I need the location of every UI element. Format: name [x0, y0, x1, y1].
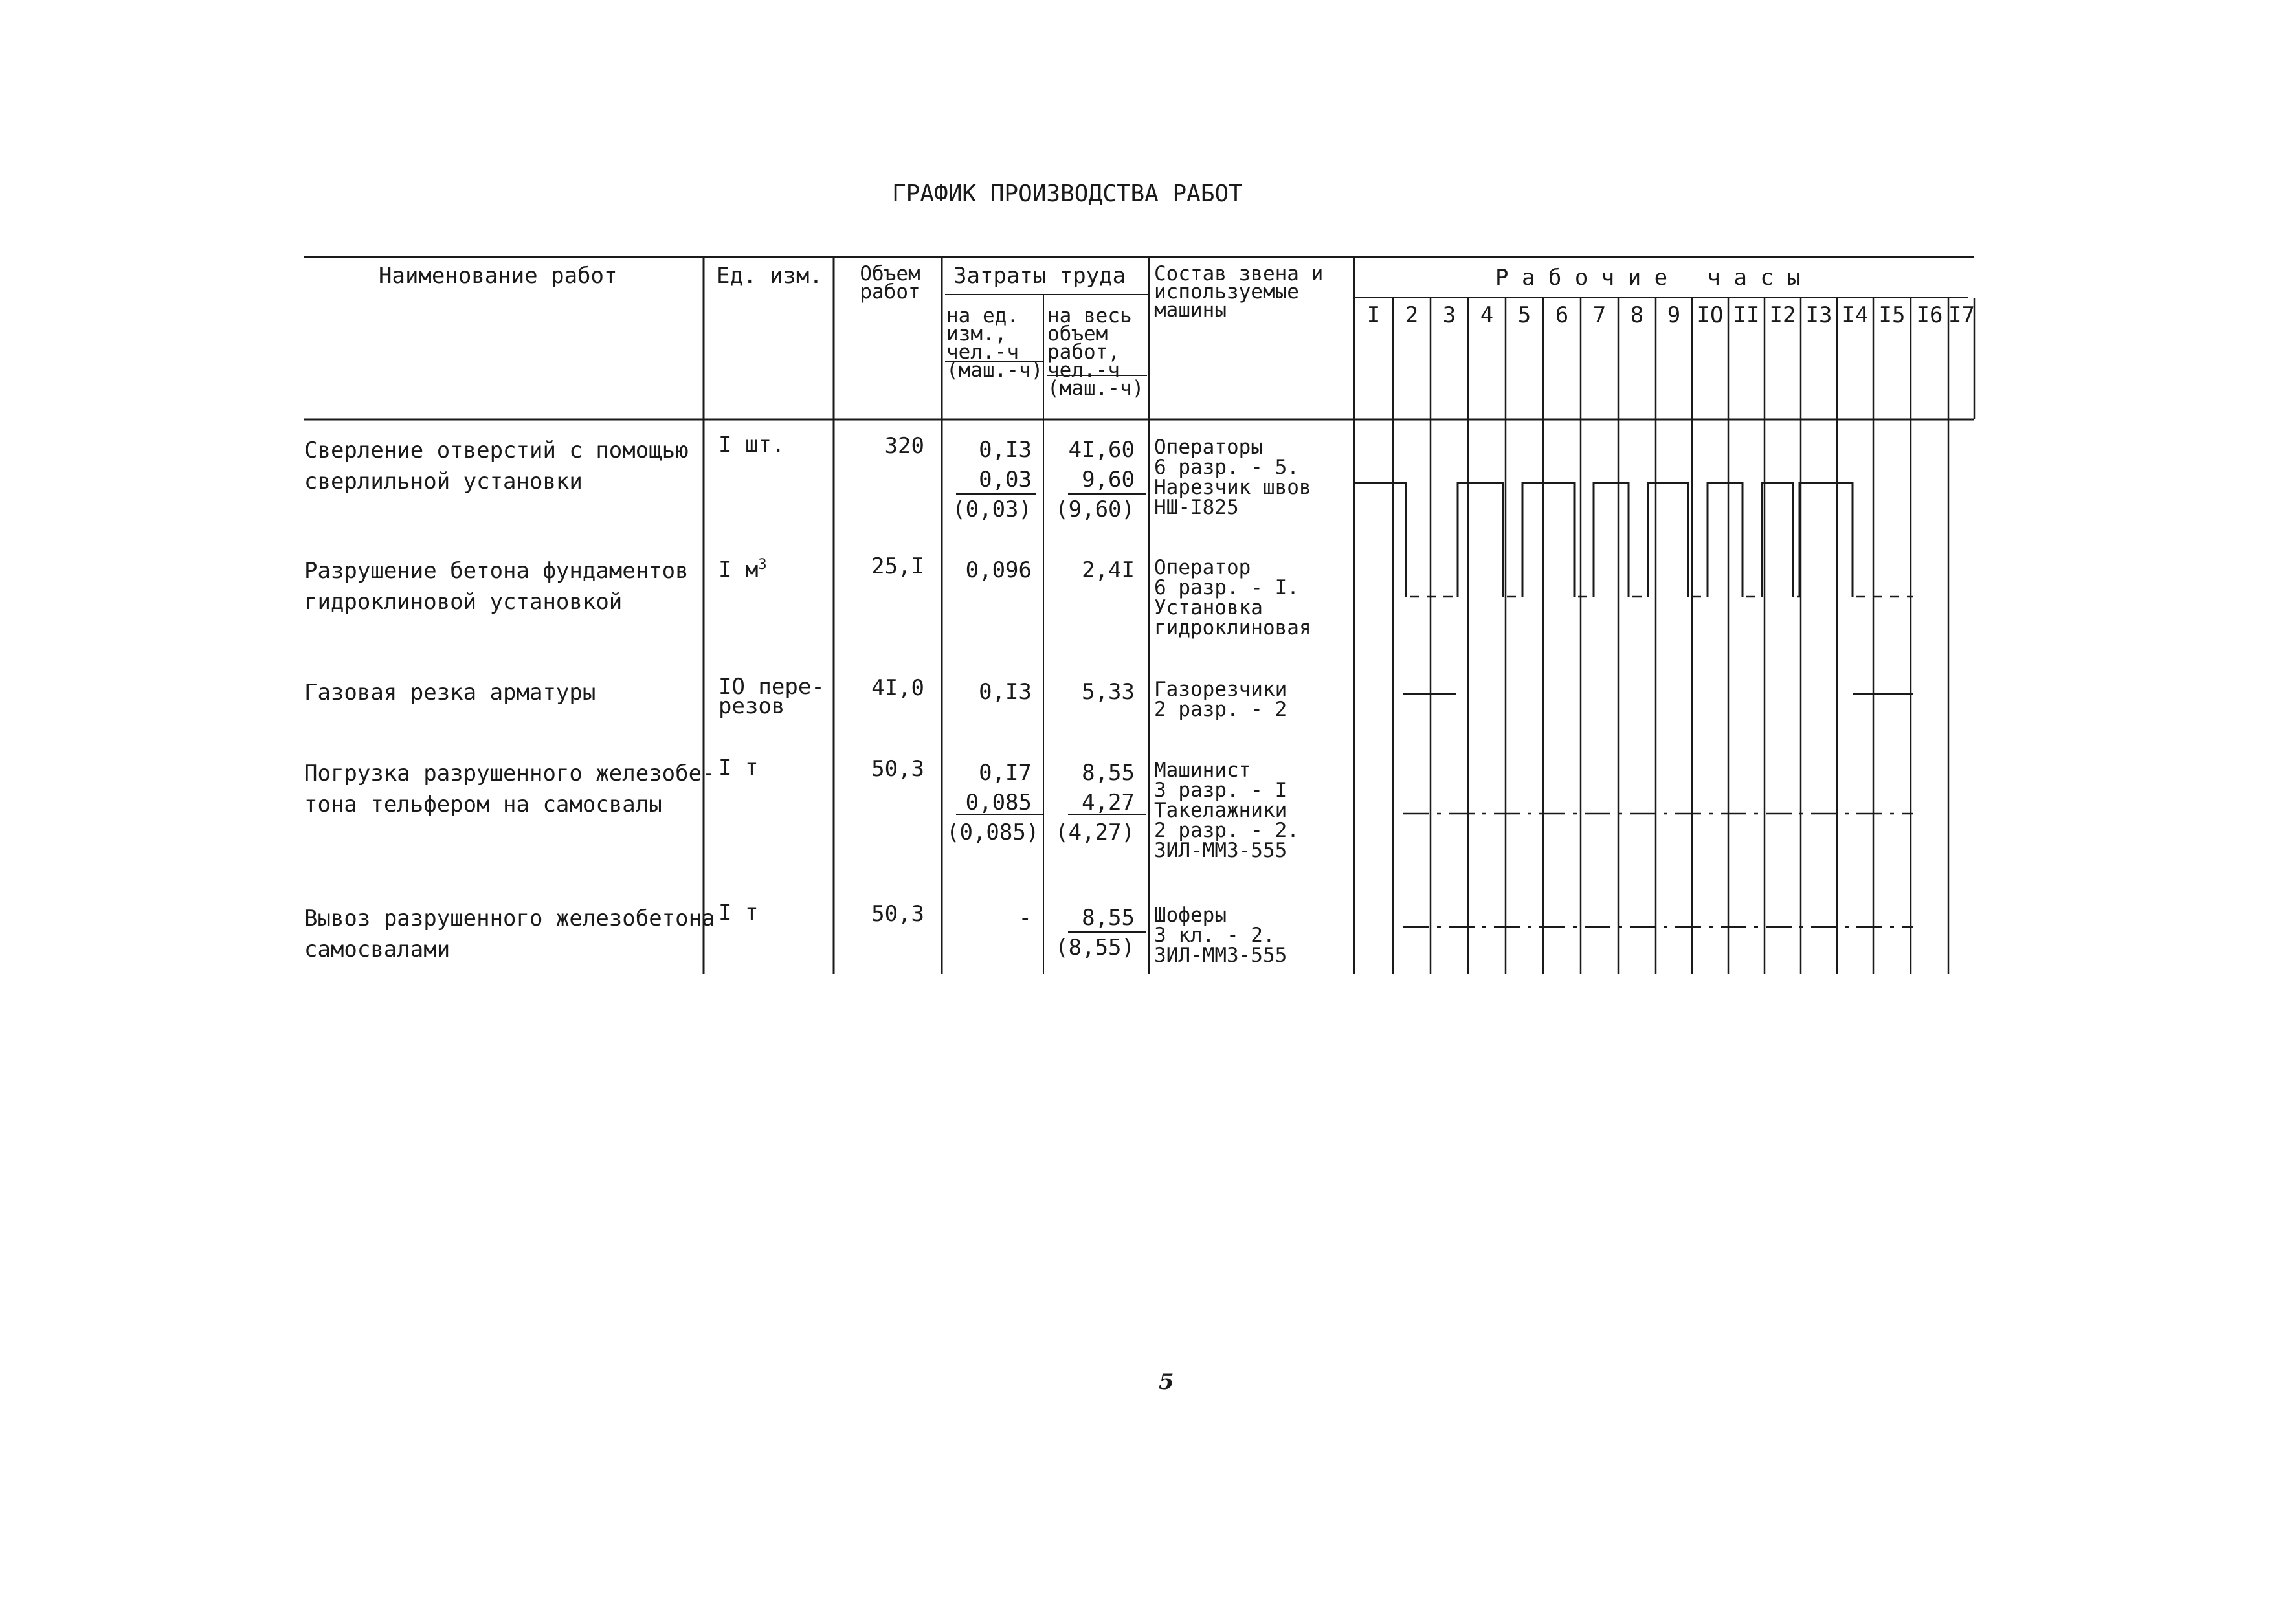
unit: I $м^3$	[718, 557, 767, 583]
header-name: Наименование работ	[379, 263, 618, 289]
hour-number: IO	[1697, 302, 1724, 328]
per-unit-value: 0,I3	[979, 679, 1032, 705]
hour-number: 4	[1480, 302, 1494, 328]
crew: Шоферы 3 кл. - 2. ЗИЛ-ММЗ-555	[1154, 904, 1287, 967]
work-name: Погрузка разрушенного железобе- тона тельфером на самосвалы	[304, 761, 715, 818]
hour-number: 5	[1517, 302, 1531, 328]
total-value: 5,33	[1082, 679, 1135, 705]
header-labor: Затраты труда	[953, 263, 1126, 289]
hour-number: 9	[1667, 302, 1681, 328]
hour-number: I7	[1948, 302, 1975, 328]
volume: 320	[884, 433, 924, 459]
hour-number: 7	[1592, 302, 1607, 328]
hour-number: 3	[1442, 302, 1456, 328]
hour-number: I2	[1769, 302, 1796, 328]
hour-number: I	[1366, 302, 1381, 328]
hour-number: 6	[1555, 302, 1569, 328]
unit: IO пере- резов	[718, 674, 825, 719]
work-name: Газовая резка арматуры	[304, 680, 596, 706]
total-value: 8,55 (8,55)	[1055, 905, 1135, 961]
header-total: на весь объем работ, чел.-ч (маш.-ч)	[1047, 304, 1144, 400]
per-unit-value: 0,I7 0,085 (0,085)	[946, 760, 1040, 845]
crew: Газорезчики 2 разр. - 2	[1154, 678, 1287, 721]
hour-number: I6	[1916, 302, 1943, 328]
work-name: Сверление отверстий с помощью сверлильной установки	[304, 438, 689, 495]
volume: 4I,0	[871, 675, 924, 701]
hour-number: 2	[1405, 302, 1419, 328]
total-value: 4I,60 9,60 (9,60)	[1055, 437, 1135, 522]
unit: I шт.	[718, 432, 785, 458]
total-value: 2,4I	[1082, 557, 1135, 583]
crew: Операторы 6 разр. - 5. Нарезчик швов НШ-I825	[1154, 436, 1311, 519]
header-hours: Р а б о ч и е ч а с ы	[1495, 265, 1800, 291]
per-unit-value: -	[1018, 905, 1032, 931]
hour-number: I5	[1878, 302, 1906, 328]
crew: Машинист 3 разр. - I Такелажники 2 разр. - 2. ЗИЛ-ММЗ-555	[1154, 759, 1299, 862]
header-volume: Объем работ	[860, 262, 920, 304]
header-unit: Ед. изм.	[717, 263, 823, 289]
page-number: 5	[1159, 1369, 1174, 1395]
hour-number: I4	[1842, 302, 1869, 328]
unit-superscript: 3	[758, 557, 767, 573]
page-title: ГРАФИК ПРОИЗВОДСТВА РАБОТ	[892, 181, 1243, 207]
volume: 50,3	[871, 901, 924, 927]
crew: Оператор 6 разр. - I. Установка гидроклиновая	[1154, 556, 1311, 640]
hour-number: II	[1733, 302, 1760, 328]
work-name: Вывоз разрушенного железобетона самосвалами	[304, 906, 715, 962]
header-crew: Состав звена и используемые машины	[1154, 262, 1324, 322]
hour-number: 8	[1630, 302, 1644, 328]
per-unit-value: 0,I3 0,03 (0,03)	[952, 437, 1032, 522]
unit: I т	[718, 900, 759, 926]
header-per-unit: на ед. изм., чел.-ч (маш.-ч)	[946, 304, 1043, 382]
volume: 50,3	[871, 756, 924, 782]
work-name: Разрушение бетона фундаментов гидроклиновой установкой	[304, 558, 689, 615]
hour-number: I3	[1805, 302, 1832, 328]
total-value: 8,55 4,27 (4,27)	[1055, 760, 1135, 845]
volume: 25,I	[871, 553, 924, 579]
per-unit-value: 0,096	[965, 557, 1032, 583]
unit: I т	[718, 755, 759, 781]
